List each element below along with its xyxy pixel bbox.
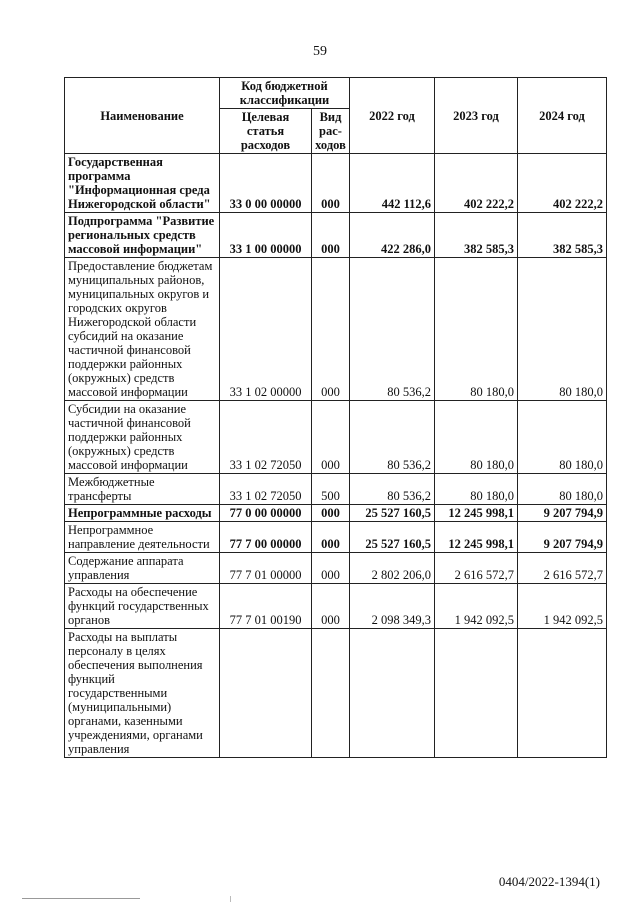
footer-rule [22, 898, 140, 899]
row-expense-type [312, 629, 350, 758]
row-target-article: 33 1 02 72050 [220, 401, 312, 474]
row-target-article: 33 0 00 00000 [220, 154, 312, 213]
page-number: 59 [313, 44, 327, 59]
header-name: Наименование [65, 78, 220, 154]
row-name: Государственная программа "Информационная среда Нижегородской области" [65, 154, 220, 213]
header-expense-type: Вид рас-ходов [312, 109, 350, 154]
budget-table-body [65, 154, 607, 758]
row-value-2024: 9 207 794,9 [518, 522, 607, 553]
row-name: Непрограммное направление деятельности [65, 522, 220, 553]
table-row [65, 401, 607, 474]
header-2024: 2024 год [518, 78, 607, 154]
table-row [65, 584, 607, 629]
header-2022: 2022 год [350, 78, 435, 154]
row-value-2022: 80 536,2 [350, 401, 435, 474]
row-value-2022: 80 536,2 [350, 474, 435, 505]
row-name: Межбюджетные трансферты [65, 474, 220, 505]
row-value-2022: 2 098 349,3 [350, 584, 435, 629]
row-value-2023: 80 180,0 [435, 401, 518, 474]
table-row [65, 154, 607, 213]
row-value-2024: 9 207 794,9 [518, 505, 607, 522]
header-code-group: Код бюджетной классификации [220, 78, 350, 109]
row-value-2022: 25 527 160,5 [350, 505, 435, 522]
footer-tick [230, 896, 231, 902]
document-code: 0404/2022-1394(1) [498, 874, 600, 889]
table-row [65, 505, 607, 522]
row-name: Расходы на выплаты персоналу в целях обеспечения выполнения функций государственными (муниципальными) органами, казенными учреждениями, органами управления [65, 629, 220, 758]
row-value-2022 [350, 629, 435, 758]
row-target-article: 33 1 02 00000 [220, 258, 312, 401]
row-value-2024: 80 180,0 [518, 401, 607, 474]
row-value-2023: 80 180,0 [435, 474, 518, 505]
row-target-article [220, 629, 312, 758]
row-value-2023: 382 585,3 [435, 213, 518, 258]
row-target-article: 33 1 02 72050 [220, 474, 312, 505]
row-expense-type: 000 [312, 258, 350, 401]
row-expense-type: 000 [312, 584, 350, 629]
row-name: Предоставление бюджетам муниципальных районов, муниципальных округов и городских округов Нижегородской области субсидий на оказание частичной финансовой поддержки районных (окружных) средств массовой информации [65, 258, 220, 401]
row-name: Субсидии на оказание частичной финансовой поддержки районных (окружных) средств массовой информации [65, 401, 220, 474]
budget-table [64, 77, 607, 758]
row-target-article: 33 1 00 00000 [220, 213, 312, 258]
row-target-article: 77 0 00 00000 [220, 505, 312, 522]
row-value-2023: 1 942 092,5 [435, 584, 518, 629]
row-name: Расходы на обеспечение функций государственных органов [65, 584, 220, 629]
row-value-2024: 402 222,2 [518, 154, 607, 213]
row-value-2022: 2 802 206,0 [350, 553, 435, 584]
row-value-2024: 80 180,0 [518, 258, 607, 401]
header-2023: 2023 год [435, 78, 518, 154]
row-value-2024 [518, 629, 607, 758]
row-name: Содержание аппарата управления [65, 553, 220, 584]
row-value-2024: 80 180,0 [518, 474, 607, 505]
row-value-2023: 80 180,0 [435, 258, 518, 401]
row-value-2023: 402 222,2 [435, 154, 518, 213]
row-name: Непрограммные расходы [65, 505, 220, 522]
row-value-2024: 1 942 092,5 [518, 584, 607, 629]
row-expense-type: 000 [312, 213, 350, 258]
table-row [65, 522, 607, 553]
row-value-2023: 12 245 998,1 [435, 522, 518, 553]
row-value-2023: 12 245 998,1 [435, 505, 518, 522]
table-row [65, 553, 607, 584]
header-target-article: Целевая статья расходов [220, 109, 312, 154]
table-row [65, 629, 607, 758]
row-value-2024: 382 585,3 [518, 213, 607, 258]
row-target-article: 77 7 00 00000 [220, 522, 312, 553]
row-value-2022: 422 286,0 [350, 213, 435, 258]
row-value-2022: 442 112,6 [350, 154, 435, 213]
row-value-2022: 25 527 160,5 [350, 522, 435, 553]
row-value-2023: 2 616 572,7 [435, 553, 518, 584]
row-value-2023 [435, 629, 518, 758]
row-value-2024: 2 616 572,7 [518, 553, 607, 584]
row-target-article: 77 7 01 00000 [220, 553, 312, 584]
table-row [65, 474, 607, 505]
row-expense-type: 000 [312, 154, 350, 213]
row-name: Подпрограмма "Развитие региональных средств массовой информации" [65, 213, 220, 258]
table-row [65, 213, 607, 258]
row-expense-type: 000 [312, 401, 350, 474]
row-expense-type: 000 [312, 522, 350, 553]
row-expense-type: 000 [312, 553, 350, 584]
row-value-2022: 80 536,2 [350, 258, 435, 401]
row-expense-type: 000 [312, 505, 350, 522]
row-target-article: 77 7 01 00190 [220, 584, 312, 629]
table-row [65, 258, 607, 401]
row-expense-type: 500 [312, 474, 350, 505]
